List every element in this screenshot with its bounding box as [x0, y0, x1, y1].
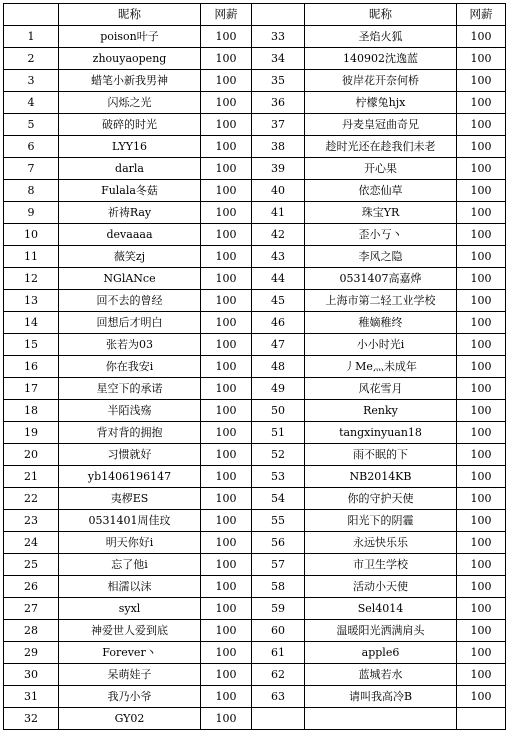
salary-left: 100 [201, 224, 252, 246]
salary-right: 100 [457, 598, 506, 620]
row-number-left: 20 [4, 444, 59, 466]
row-number-left: 25 [4, 554, 59, 576]
salary-left: 100 [201, 598, 252, 620]
row-number-left: 16 [4, 356, 59, 378]
salary-right: 100 [457, 202, 506, 224]
nickname-right: 李风之隐 [305, 246, 457, 268]
row-number-left: 18 [4, 400, 59, 422]
table-body [4, 26, 506, 730]
header-nickname-left: 昵称 [59, 4, 201, 26]
table-row [4, 598, 506, 620]
row-number-left: 28 [4, 620, 59, 642]
nickname-left: 呆萌娃子 [59, 664, 201, 686]
nickname-right: NB2014KB [305, 466, 457, 488]
row-number-left: 27 [4, 598, 59, 620]
table-row [4, 180, 506, 202]
header-salary-left: 网薪 [201, 4, 252, 26]
nickname-right: 小小时光i [305, 334, 457, 356]
nickname-left: 忘了他i [59, 554, 201, 576]
salary-left: 100 [201, 378, 252, 400]
row-number-left: 17 [4, 378, 59, 400]
nickname-left: 半陌浅殇 [59, 400, 201, 422]
table-row [4, 488, 506, 510]
salary-left: 100 [201, 114, 252, 136]
row-number-left: 5 [4, 114, 59, 136]
salary-left: 100 [201, 554, 252, 576]
table-row [4, 532, 506, 554]
table-row [4, 290, 506, 312]
row-number-right: 44 [252, 268, 305, 290]
salary-left: 100 [201, 664, 252, 686]
salary-right: 100 [457, 268, 506, 290]
salary-right: 100 [457, 180, 506, 202]
nickname-right: 上海市第二轻工业学校 [305, 290, 457, 312]
nickname-right: 彼岸花开奈何桥 [305, 70, 457, 92]
table-row [4, 202, 506, 224]
table-row [4, 334, 506, 356]
row-number-right: 45 [252, 290, 305, 312]
row-number-right: 63 [252, 686, 305, 708]
nickname-left: poison叶子 [59, 26, 201, 48]
table-row [4, 92, 506, 114]
header-row [4, 4, 506, 26]
nickname-left: zhouyaopeng [59, 48, 201, 70]
nickname-left: 明天你好i [59, 532, 201, 554]
salary-left: 100 [201, 422, 252, 444]
row-number-right: 53 [252, 466, 305, 488]
row-number-right: 46 [252, 312, 305, 334]
row-number-left: 29 [4, 642, 59, 664]
row-number-left: 19 [4, 422, 59, 444]
table-row [4, 554, 506, 576]
salary-left: 100 [201, 488, 252, 510]
salary-left: 100 [201, 48, 252, 70]
row-number-left: 11 [4, 246, 59, 268]
nickname-left: darla [59, 158, 201, 180]
header-no-left [4, 4, 59, 26]
nickname-right: 趁时光还在趁我们未老 [305, 136, 457, 158]
nickname-right [305, 708, 457, 730]
salary-right: 100 [457, 444, 506, 466]
salary-right: 100 [457, 620, 506, 642]
row-number-left: 23 [4, 510, 59, 532]
table-row [4, 686, 506, 708]
salary-table [3, 3, 506, 730]
header-salary-right: 网薪 [457, 4, 506, 26]
row-number-right: 37 [252, 114, 305, 136]
salary-right: 100 [457, 92, 506, 114]
salary-left: 100 [201, 92, 252, 114]
salary-right: 100 [457, 378, 506, 400]
salary-left: 100 [201, 576, 252, 598]
nickname-left: 0531401周佳玟 [59, 510, 201, 532]
salary-left: 100 [201, 356, 252, 378]
nickname-left: 薇笑zj [59, 246, 201, 268]
salary-right: 100 [457, 422, 506, 444]
nickname-right: 柠檬兔hjx [305, 92, 457, 114]
nickname-left: 夷椤ES [59, 488, 201, 510]
salary-left: 100 [201, 642, 252, 664]
row-number-right: 43 [252, 246, 305, 268]
salary-right: 100 [457, 26, 506, 48]
nickname-right: 丿Me灬未成年 [305, 356, 457, 378]
salary-right: 100 [457, 246, 506, 268]
nickname-left: 星空下的承诺 [59, 378, 201, 400]
table-row [4, 114, 506, 136]
salary-left: 100 [201, 686, 252, 708]
salary-left: 100 [201, 180, 252, 202]
table-row [4, 70, 506, 92]
salary-right: 100 [457, 554, 506, 576]
nickname-left: 习惯就好 [59, 444, 201, 466]
salary-right: 100 [457, 114, 506, 136]
row-number-left: 8 [4, 180, 59, 202]
nickname-right: 雨不眠的下 [305, 444, 457, 466]
row-number-left: 6 [4, 136, 59, 158]
salary-left: 100 [201, 532, 252, 554]
nickname-right: 请叫我高冷B [305, 686, 457, 708]
nickname-left: 我乃小爷 [59, 686, 201, 708]
salary-right [457, 708, 506, 730]
nickname-left: syxl [59, 598, 201, 620]
row-number-left: 2 [4, 48, 59, 70]
table-row [4, 268, 506, 290]
salary-left: 100 [201, 158, 252, 180]
table-row [4, 312, 506, 334]
row-number-right: 47 [252, 334, 305, 356]
salary-left: 100 [201, 290, 252, 312]
row-number-left: 10 [4, 224, 59, 246]
table-row [4, 422, 506, 444]
row-number-right: 56 [252, 532, 305, 554]
nickname-right: 圣焰火狐 [305, 26, 457, 48]
table-row [4, 510, 506, 532]
salary-right: 100 [457, 400, 506, 422]
salary-right: 100 [457, 224, 506, 246]
row-number-right: 36 [252, 92, 305, 114]
nickname-right: 稚嫡稚终 [305, 312, 457, 334]
nickname-right: 你的守护天使 [305, 488, 457, 510]
nickname-right: tangxinyuan18 [305, 422, 457, 444]
row-number-right: 35 [252, 70, 305, 92]
row-number-right: 62 [252, 664, 305, 686]
salary-left: 100 [201, 202, 252, 224]
table-row [4, 620, 506, 642]
row-number-right: 57 [252, 554, 305, 576]
row-number-right: 48 [252, 356, 305, 378]
row-number-right: 40 [252, 180, 305, 202]
table-row [4, 26, 506, 48]
table-row [4, 642, 506, 664]
nickname-right: 依恋仙草 [305, 180, 457, 202]
row-number-left: 30 [4, 664, 59, 686]
nickname-left: devaaaa [59, 224, 201, 246]
salary-right: 100 [457, 312, 506, 334]
nickname-right: 珠宝YR [305, 202, 457, 224]
nickname-left: 祈祷Ray [59, 202, 201, 224]
nickname-left: 回不去的曾经 [59, 290, 201, 312]
row-number-right: 41 [252, 202, 305, 224]
nickname-right: 开心果 [305, 158, 457, 180]
salary-left: 100 [201, 70, 252, 92]
row-number-left: 1 [4, 26, 59, 48]
nickname-left: 你在我安i [59, 356, 201, 378]
salary-left: 100 [201, 136, 252, 158]
salary-right: 100 [457, 686, 506, 708]
row-number-left: 24 [4, 532, 59, 554]
salary-left: 100 [201, 26, 252, 48]
salary-right: 100 [457, 488, 506, 510]
row-number-right: 55 [252, 510, 305, 532]
header-nickname-right: 昵称 [305, 4, 457, 26]
nickname-right: 140902沈逸蓝 [305, 48, 457, 70]
salary-right: 100 [457, 334, 506, 356]
row-number-left: 22 [4, 488, 59, 510]
salary-right: 100 [457, 70, 506, 92]
table-row [4, 400, 506, 422]
nickname-right: 风花雪月 [305, 378, 457, 400]
salary-right: 100 [457, 532, 506, 554]
nickname-left: yb1406196147 [59, 466, 201, 488]
salary-left: 100 [201, 620, 252, 642]
nickname-left: NGlANce [59, 268, 201, 290]
nickname-right: Sel4014 [305, 598, 457, 620]
table-row [4, 48, 506, 70]
nickname-right: 蓝城若水 [305, 664, 457, 686]
salary-left: 100 [201, 312, 252, 334]
salary-right: 100 [457, 356, 506, 378]
salary-right: 100 [457, 466, 506, 488]
table-row [4, 356, 506, 378]
nickname-right: 阳光下的阴霾 [305, 510, 457, 532]
row-number-right: 60 [252, 620, 305, 642]
nickname-left: Forever丶 [59, 642, 201, 664]
table-row [4, 576, 506, 598]
row-number-left: 4 [4, 92, 59, 114]
row-number-right: 34 [252, 48, 305, 70]
salary-right: 100 [457, 664, 506, 686]
row-number-right: 50 [252, 400, 305, 422]
table-row [4, 136, 506, 158]
table-row [4, 224, 506, 246]
table-row [4, 444, 506, 466]
salary-left: 100 [201, 708, 252, 730]
row-number-right: 38 [252, 136, 305, 158]
salary-left: 100 [201, 444, 252, 466]
row-number-left: 26 [4, 576, 59, 598]
table-row [4, 708, 506, 730]
nickname-left: 闪烁之光 [59, 92, 201, 114]
row-number-left: 9 [4, 202, 59, 224]
nickname-right: Renky [305, 400, 457, 422]
table-row [4, 466, 506, 488]
nickname-right: 0531407高嘉烨 [305, 268, 457, 290]
salary-right: 100 [457, 136, 506, 158]
salary-left: 100 [201, 268, 252, 290]
salary-left: 100 [201, 246, 252, 268]
nickname-right: 永远快乐乐 [305, 532, 457, 554]
salary-left: 100 [201, 510, 252, 532]
row-number-left: 31 [4, 686, 59, 708]
salary-right: 100 [457, 510, 506, 532]
nickname-left: 背对背的拥抱 [59, 422, 201, 444]
nickname-left: GY02 [59, 708, 201, 730]
row-number-right: 52 [252, 444, 305, 466]
nickname-right: 活动小天使 [305, 576, 457, 598]
row-number-right: 49 [252, 378, 305, 400]
nickname-left: Fulala冬菇 [59, 180, 201, 202]
table-row [4, 158, 506, 180]
row-number-right [252, 708, 305, 730]
row-number-left: 21 [4, 466, 59, 488]
row-number-left: 32 [4, 708, 59, 730]
nickname-right: 温暖阳光洒满肩头 [305, 620, 457, 642]
row-number-right: 58 [252, 576, 305, 598]
table-row [4, 246, 506, 268]
row-number-right: 59 [252, 598, 305, 620]
row-number-right: 61 [252, 642, 305, 664]
row-number-right: 39 [252, 158, 305, 180]
row-number-left: 15 [4, 334, 59, 356]
row-number-right: 54 [252, 488, 305, 510]
salary-right: 100 [457, 290, 506, 312]
header-no-right [252, 4, 305, 26]
table-row [4, 378, 506, 400]
row-number-left: 12 [4, 268, 59, 290]
nickname-right: 丹麦皇冠曲奇兄 [305, 114, 457, 136]
row-number-left: 7 [4, 158, 59, 180]
nickname-right: 歪小丂丶 [305, 224, 457, 246]
row-number-left: 13 [4, 290, 59, 312]
salary-right: 100 [457, 48, 506, 70]
nickname-left: 张若为03 [59, 334, 201, 356]
nickname-right: 市卫生学校 [305, 554, 457, 576]
salary-right: 100 [457, 576, 506, 598]
salary-right: 100 [457, 642, 506, 664]
nickname-left: LYY16 [59, 136, 201, 158]
nickname-left: 相濡以沫 [59, 576, 201, 598]
salary-left: 100 [201, 400, 252, 422]
row-number-left: 14 [4, 312, 59, 334]
nickname-right: apple6 [305, 642, 457, 664]
salary-right: 100 [457, 158, 506, 180]
row-number-left: 3 [4, 70, 59, 92]
row-number-right: 42 [252, 224, 305, 246]
row-number-right: 33 [252, 26, 305, 48]
nickname-left: 破碎的时光 [59, 114, 201, 136]
nickname-left: 蜡笔小新我男神 [59, 70, 201, 92]
table-row [4, 664, 506, 686]
nickname-left: 神爱世人爱到底 [59, 620, 201, 642]
salary-left: 100 [201, 334, 252, 356]
nickname-left: 回想后才明白 [59, 312, 201, 334]
salary-left: 100 [201, 466, 252, 488]
row-number-right: 51 [252, 422, 305, 444]
